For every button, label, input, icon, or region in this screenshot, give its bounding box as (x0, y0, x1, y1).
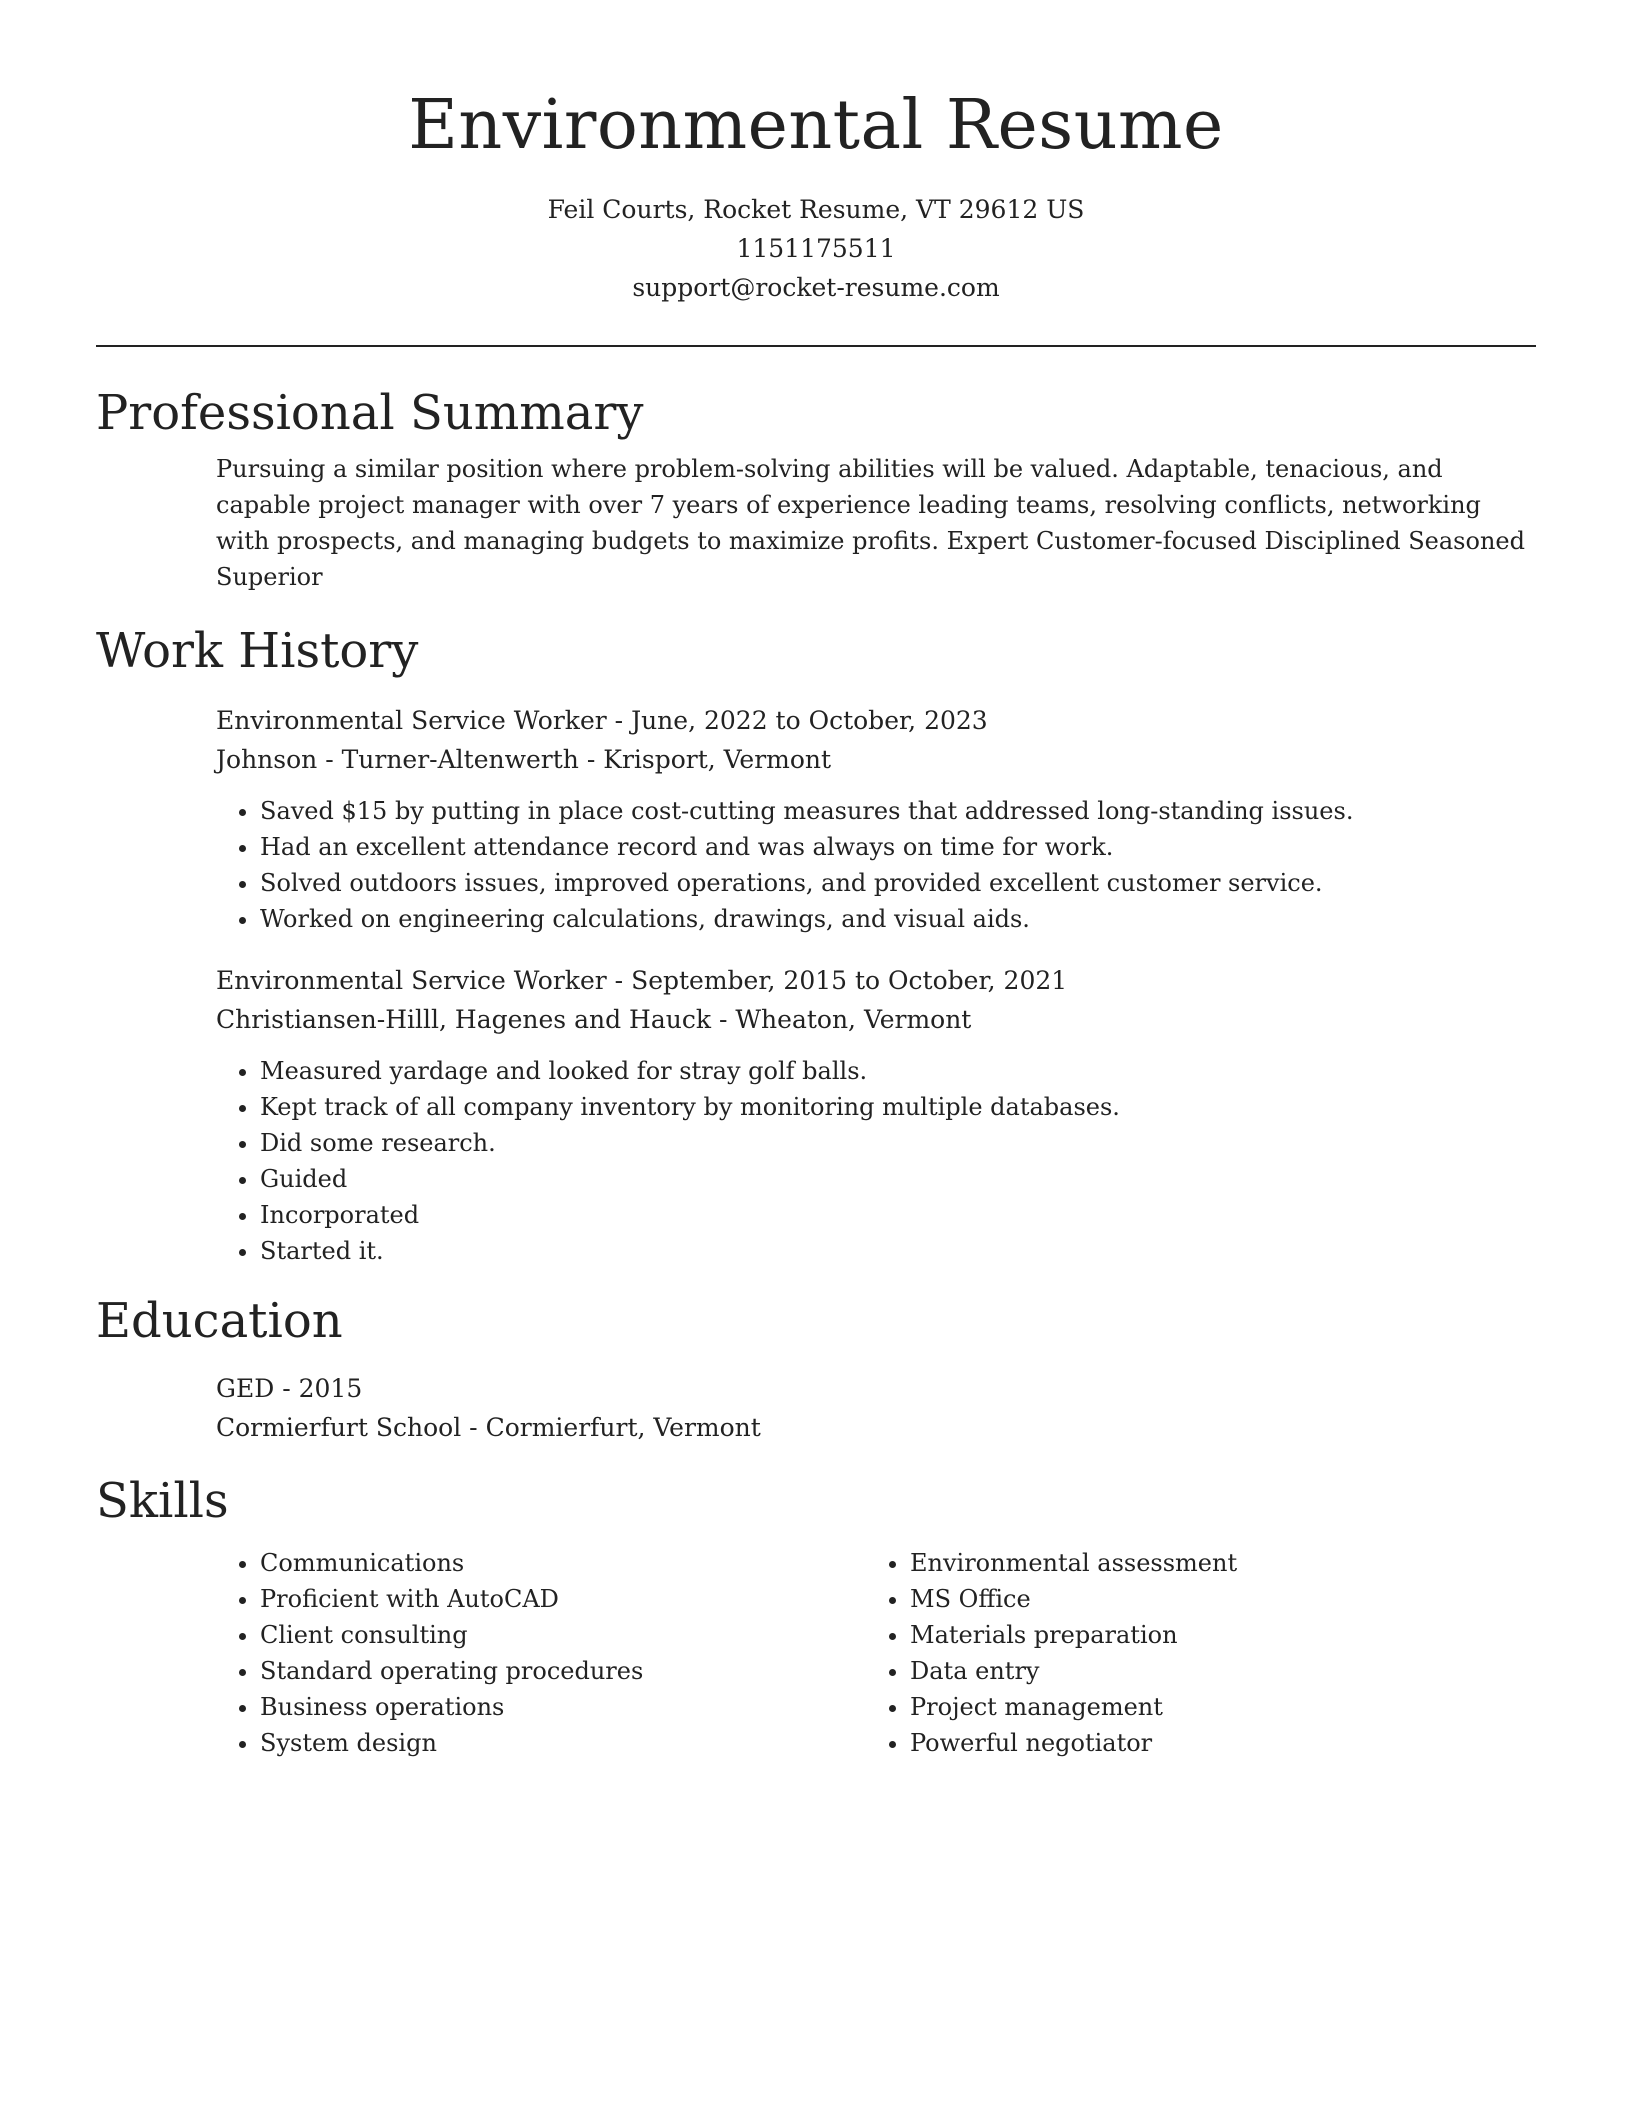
work-history-body (96, 701, 1536, 1269)
job-location: Wheaton, Vermont (735, 1005, 972, 1034)
education-degree: GED (216, 1374, 275, 1403)
work-history-section (96, 621, 1536, 1269)
header-divider (96, 345, 1536, 347)
job-bullet: • Measured yardage and looked for stray golf balls. (260, 1053, 1536, 1089)
education-location: Cormierfurt, Vermont (485, 1413, 761, 1442)
job-separator: - (614, 966, 632, 995)
skills-list-left (216, 1545, 866, 1761)
summary-body (96, 451, 1536, 595)
education-school-line (216, 1408, 1536, 1447)
skill-item: • Communications (260, 1545, 866, 1581)
job-bullet: • Worked on engineering calculations, drawings, and visual aids. (260, 901, 1536, 937)
job-bullets (216, 793, 1536, 937)
resume-name: Environmental Resume (408, 86, 1224, 165)
education-school: Cormierfurt School (216, 1413, 462, 1442)
job-company: Johnson - Turner-Altenwerth (216, 745, 579, 774)
skill-item: • Client consulting (260, 1617, 866, 1653)
summary-section (96, 383, 1536, 595)
job-separator: - (614, 706, 632, 735)
job-title-line (216, 701, 1536, 740)
contact-address: Feil Courts, Rocket Resume, VT 29612 US (547, 195, 1085, 224)
education-year: 2015 (298, 1374, 363, 1403)
education-entry (216, 1369, 1536, 1447)
summary-text: Pursuing a similar position where problem-solving abilities will be valued. Adaptable, tenacious, and capable project manager with over 7 years of experience leading teams, resolving conflicts, networking with prospects, and managing budgets to maximize profits. Expert Customer-focused Disciplined Seasoned Superior (216, 455, 1525, 591)
skills-body (96, 1545, 1536, 1761)
job-dates: June, 2022 to October, 2023 (631, 706, 988, 735)
job-entry (216, 701, 1536, 937)
skill-item: • Project management (910, 1689, 1516, 1725)
skill-item: • Standard operating procedures (260, 1653, 866, 1689)
resume-header (96, 0, 1536, 307)
job-separator: - (586, 745, 604, 774)
skill-item: • Data entry (910, 1653, 1516, 1689)
job-entry (216, 961, 1536, 1269)
education-title: Education (96, 1293, 343, 1349)
work-history-title: Work History (96, 623, 419, 679)
skills-grid (216, 1545, 1536, 1761)
contact-email: support@rocket-resume.com (632, 273, 1000, 302)
education-degree-line (216, 1369, 1536, 1408)
skill-item: • Business operations (260, 1689, 866, 1725)
skill-item: • Proficient with AutoCAD (260, 1581, 866, 1617)
job-bullet: • Kept track of all company inventory by monitoring multiple databases. (260, 1089, 1536, 1125)
skill-item: • Environmental assessment (910, 1545, 1516, 1581)
education-section (96, 1291, 1536, 1447)
job-company-line (216, 1000, 1536, 1039)
job-bullet: • Saved $15 by putting in place cost-cutting measures that addressed long-standing issues. (260, 793, 1536, 829)
education-separator: - (469, 1413, 486, 1442)
job-bullet: • Did some research. (260, 1125, 1536, 1161)
skills-title: Skills (96, 1473, 229, 1529)
summary-title: Professional Summary (96, 385, 644, 441)
skill-item: • System design (260, 1725, 866, 1761)
skill-item: • MS Office (910, 1581, 1516, 1617)
job-separator: - (718, 1005, 736, 1034)
job-company-line (216, 740, 1536, 779)
job-company: Christiansen-Hilll, Hagenes and Hauck (216, 1005, 711, 1034)
job-bullet: • Solved outdoors issues, improved operations, and provided excellent customer service. (260, 865, 1536, 901)
education-separator: - (282, 1374, 299, 1403)
job-position: Environmental Service Worker (216, 966, 607, 995)
job-bullet: • Guided (260, 1161, 1536, 1197)
job-bullet: • Started it. (260, 1233, 1536, 1269)
contact-phone: 1151175511 (736, 234, 896, 263)
job-position: Environmental Service Worker (216, 706, 607, 735)
skill-item: • Powerful negotiator (910, 1725, 1516, 1761)
job-dates: September, 2015 to October, 2021 (631, 966, 1068, 995)
skill-item: • Materials preparation (910, 1617, 1516, 1653)
job-bullet: • Incorporated (260, 1197, 1536, 1233)
job-bullets (216, 1053, 1536, 1269)
contact-info (96, 190, 1536, 307)
education-body (96, 1369, 1536, 1447)
skills-list-right (866, 1545, 1516, 1761)
job-bullet: • Had an excellent attendance record and was always on time for work. (260, 829, 1536, 865)
job-location: Krisport, Vermont (603, 745, 832, 774)
skills-section (96, 1471, 1536, 1761)
job-title-line (216, 961, 1536, 1000)
